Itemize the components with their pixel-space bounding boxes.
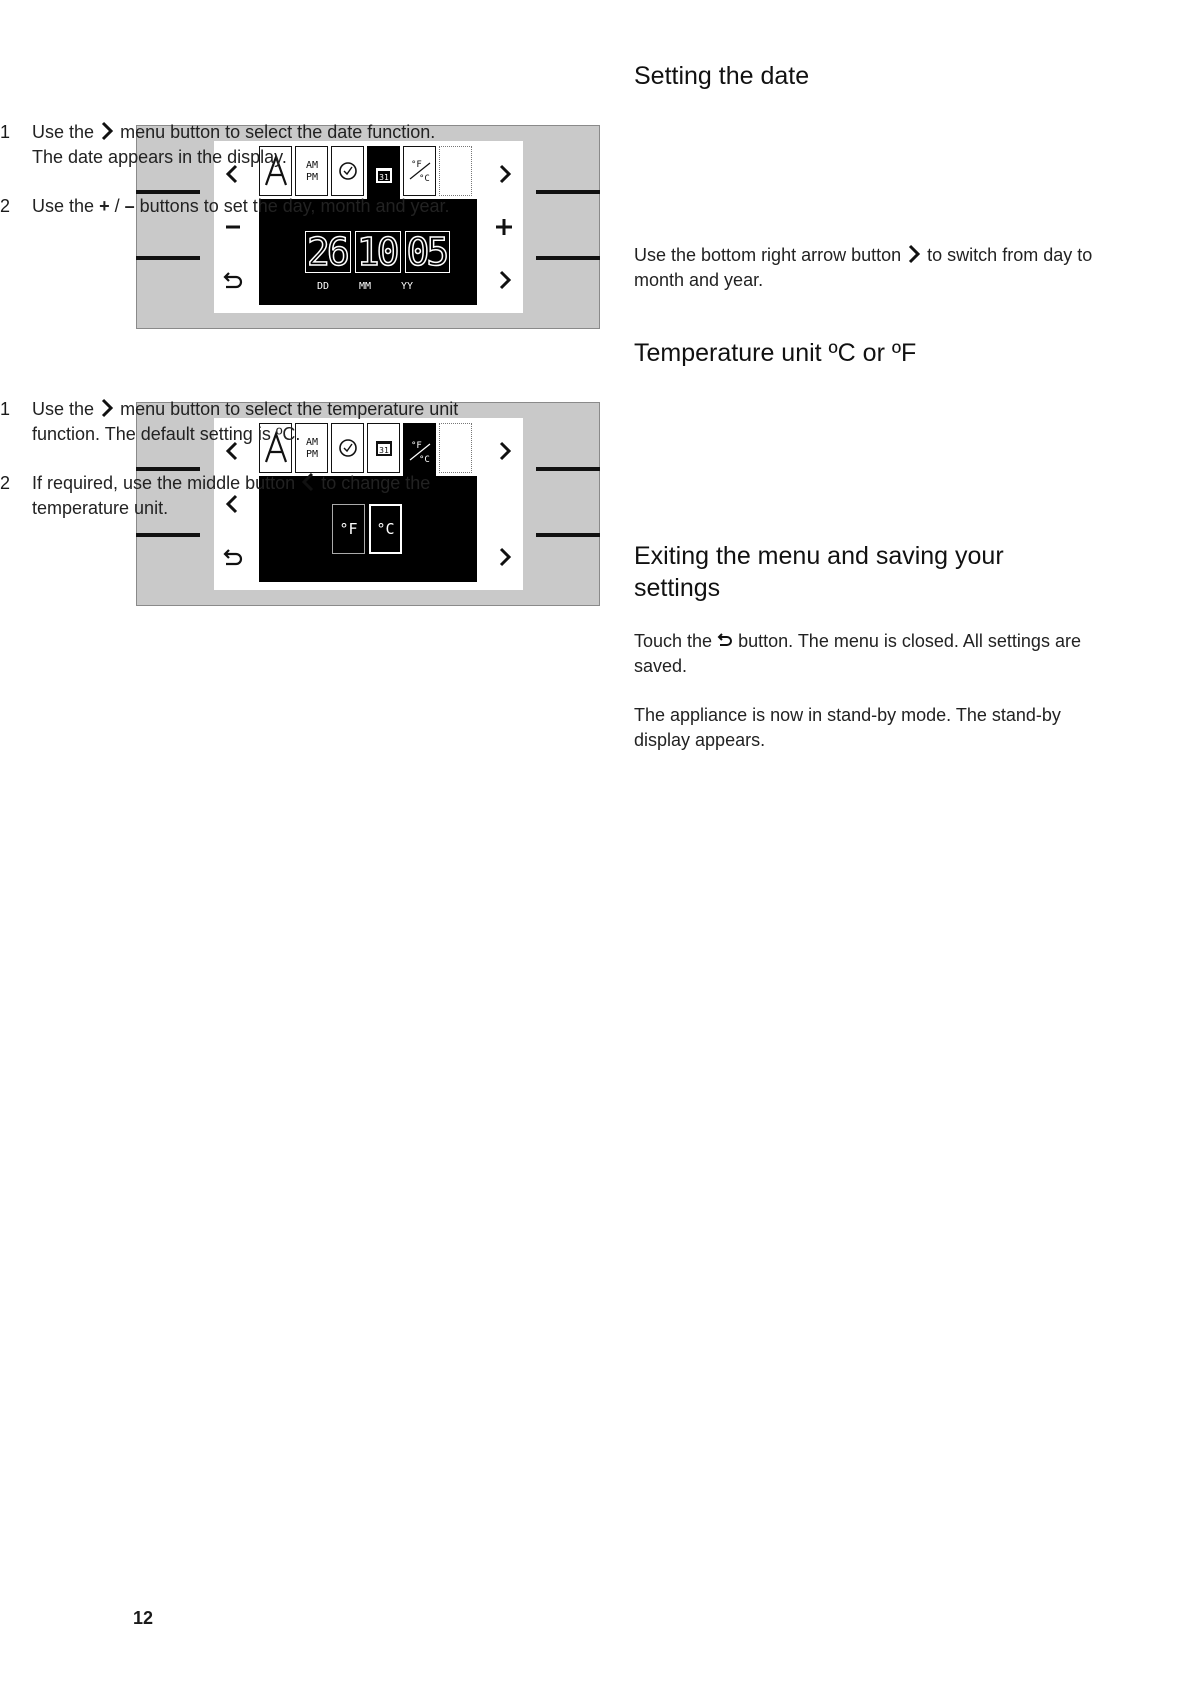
day-value: 26 (305, 231, 351, 273)
step-number: 1 (0, 122, 11, 142)
section-setting-date (634, 60, 1104, 92)
panel-divider (536, 256, 600, 260)
month-value: 10 (355, 231, 401, 273)
chevron-right-icon (491, 438, 517, 464)
temp-step-2 (0, 471, 470, 521)
note-text (634, 243, 1104, 293)
temp-step-1 (0, 397, 470, 447)
chevron-right-icon (491, 267, 517, 293)
back-button[interactable] (218, 542, 248, 572)
unit-option-celsius-selected: °C (369, 504, 402, 554)
exit-paragraph-1 (634, 629, 1104, 679)
plus-button[interactable] (489, 212, 519, 242)
chevron-right-button[interactable] (489, 265, 519, 295)
section-title: Temperature unit ºC or ºF (634, 339, 917, 367)
date-note (634, 243, 1104, 293)
step-text (32, 397, 470, 447)
svg-text:AM: AM (305, 160, 318, 171)
page-number: 12 (133, 1608, 154, 1628)
step-number: 2 (0, 473, 11, 493)
svg-text:°F: °F (410, 160, 422, 170)
step-number: 1 (0, 399, 11, 419)
chevron-right-button[interactable] (489, 159, 519, 189)
date-digits (305, 231, 450, 273)
paragraph-text-part: Touch the (634, 631, 713, 651)
chevron-right-icon (491, 544, 517, 570)
step-text (32, 120, 470, 170)
chevron-right-icon (99, 398, 115, 418)
svg-text:°C: °C (418, 455, 430, 465)
year-value: 05 (405, 231, 451, 273)
step-text-part: to change the temperature unit. (32, 473, 431, 518)
panel-divider (536, 190, 600, 194)
chevron-right-icon (906, 244, 922, 264)
date-labels (317, 281, 443, 292)
chevron-right-button[interactable] (489, 436, 519, 466)
back-arrow-icon (220, 544, 246, 570)
day-label: DD (317, 281, 330, 292)
step-text-part: Use the (32, 399, 95, 419)
note-text-part: Use the bottom right arrow button (634, 245, 902, 265)
svg-text:°F: °F (410, 441, 422, 451)
unit-option-fahrenheit: °F (332, 504, 365, 554)
svg-text:PM: PM (305, 172, 318, 183)
paragraph-text-part: button. The menu is closed. All settings are saved. (634, 631, 1081, 676)
year-label: YY (401, 281, 414, 292)
chevron-right-icon (491, 161, 517, 187)
step-number: 2 (0, 196, 11, 216)
back-button[interactable] (218, 265, 248, 295)
step-text-part: If required, use the middle button (32, 473, 296, 493)
panel-divider (136, 256, 200, 260)
svg-text:31: 31 (378, 446, 389, 455)
step-text (32, 471, 470, 521)
panel-divider (536, 533, 600, 537)
svg-text:PM: PM (305, 449, 318, 460)
section-title: Exiting the menu and saving your settings (634, 542, 1004, 602)
paragraph-text: The appliance is now in stand-by mode. The stand-by display appears. (634, 705, 1061, 750)
panel-divider (136, 533, 200, 537)
exit-paragraph-2 (634, 703, 1104, 753)
svg-text:31: 31 (378, 173, 389, 182)
step-text-part: Use the (32, 196, 95, 216)
svg-text:AM: AM (305, 437, 318, 448)
slash-symbol: / (114, 196, 120, 216)
section-temperature-unit (634, 337, 1104, 369)
month-label: MM (359, 281, 372, 292)
paragraph-text (634, 629, 1104, 679)
svg-text:°C: °C (418, 174, 430, 184)
minus-symbol: – (124, 196, 135, 216)
step-text-part: buttons to set the day, month and year. (139, 196, 450, 216)
date-step-2 (0, 194, 470, 219)
section-exit-menu (634, 540, 1074, 604)
section-title: Setting the date (634, 62, 810, 90)
back-arrow-icon (220, 267, 246, 293)
chevron-left-icon (300, 472, 316, 492)
chevron-right-button[interactable] (489, 542, 519, 572)
plus-symbol: + (99, 196, 110, 216)
panel-divider (536, 467, 600, 471)
step-text-part: Use the (32, 122, 95, 142)
date-step-1 (0, 120, 470, 170)
back-arrow-icon (717, 630, 733, 650)
step-text (32, 194, 470, 219)
plus-icon (491, 214, 517, 240)
step-text-part: menu button to select the temperature unit function. The default setting is ºC. (32, 399, 459, 444)
chevron-right-icon (99, 121, 115, 141)
step-text-part: menu button to select the date function. The date appears in the display. (32, 122, 436, 167)
note-text-part: to switch from day to month and year. (634, 245, 1093, 290)
